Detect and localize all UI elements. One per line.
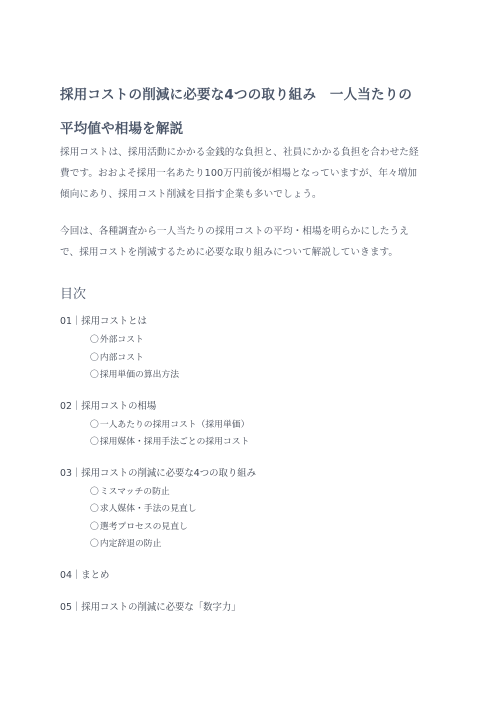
toc-sublink-label: 採用単価の算出方法 xyxy=(99,370,179,380)
toc-section xyxy=(60,397,440,452)
circle-bullet-icon: 〇 xyxy=(90,521,99,532)
toc-section xyxy=(60,598,440,618)
toc-sublink-label: 採用媒体・採用手法ごとの採用コスト xyxy=(99,437,250,447)
toc-heading: 目次 xyxy=(60,287,87,302)
toc-link[interactable]: 02｜採用コストの相場 xyxy=(60,400,157,412)
toc-sublink-label: 一人あたりの採用コスト（採用単価） xyxy=(99,419,250,430)
title-line: 採用コストの削減に必要な4つの取り組み 一人当たりの xyxy=(60,87,413,103)
toc-link[interactable]: 03｜採用コストの削減に必要な4つの取り組み xyxy=(60,467,257,479)
toc-sublink-label: 内定辞退の防止 xyxy=(99,539,162,549)
toc-link[interactable]: 04｜まとめ xyxy=(60,569,110,581)
intro-paragraph xyxy=(60,142,440,205)
circle-bullet-icon: 〇 xyxy=(90,504,99,514)
toc-sublink[interactable] xyxy=(90,350,440,368)
text-line: で、採用コストを削減するために必要な取り組みについて解説していきます。 xyxy=(60,247,399,258)
toc-sublink[interactable] xyxy=(90,332,440,350)
toc-sublink-label: 内部コスト xyxy=(99,352,144,363)
circle-bullet-icon: 〇 xyxy=(90,370,99,380)
toc-link[interactable]: 05｜採用コストの削減に必要な「数字力」 xyxy=(60,601,241,613)
toc-link[interactable]: 01｜採用コストとは xyxy=(60,316,147,327)
toc-sublist xyxy=(60,332,440,385)
toc-sublink-label: 求人媒体・手法の見直し xyxy=(99,504,197,514)
toc-section xyxy=(60,464,440,554)
toc-sublink-label: 外部コスト xyxy=(99,335,144,345)
text-line: 採用コストは、採用活動にかかる金銭的な負担と、社員にかかる負担を合わせた経 xyxy=(60,147,419,158)
toc-sublink[interactable] xyxy=(90,367,440,385)
toc-sublink[interactable] xyxy=(90,417,440,435)
toc-sublink[interactable] xyxy=(90,434,440,452)
toc-sublink[interactable] xyxy=(90,501,440,519)
circle-bullet-icon: 〇 xyxy=(90,486,99,497)
toc-sublist xyxy=(60,484,440,554)
toc-sublink[interactable] xyxy=(90,536,440,554)
circle-bullet-icon: 〇 xyxy=(90,352,99,363)
circle-bullet-icon: 〇 xyxy=(90,335,99,345)
toc-sublink-label: ミスマッチの防止 xyxy=(99,486,170,497)
text-line: 傾向にあり、採用コスト削減を目指す企業も多いでしょう。 xyxy=(60,189,322,200)
toc-sublink-label: 選考プロセスの見直し xyxy=(99,521,188,532)
circle-bullet-icon: 〇 xyxy=(90,437,99,447)
text-line: 今回は、各種調査から一人当たりの採用コストの平均・相場を明らかにしたうえ xyxy=(60,226,409,237)
article-title xyxy=(60,78,440,146)
circle-bullet-icon: 〇 xyxy=(90,419,99,430)
text-line: 費です。おおよそ採用一名あたり100万円前後が相場となっていますが、年々増加 xyxy=(60,168,418,179)
toc-sublink[interactable] xyxy=(90,519,440,537)
circle-bullet-icon: 〇 xyxy=(90,539,99,549)
toc-sublink[interactable] xyxy=(90,484,440,502)
table-of-contents xyxy=(60,312,440,630)
lead-paragraph xyxy=(60,221,440,263)
title-line: 平均値や相場を解説 xyxy=(60,121,184,137)
toc-section xyxy=(60,312,440,385)
toc-section xyxy=(60,566,440,586)
toc-sublist xyxy=(60,417,440,452)
